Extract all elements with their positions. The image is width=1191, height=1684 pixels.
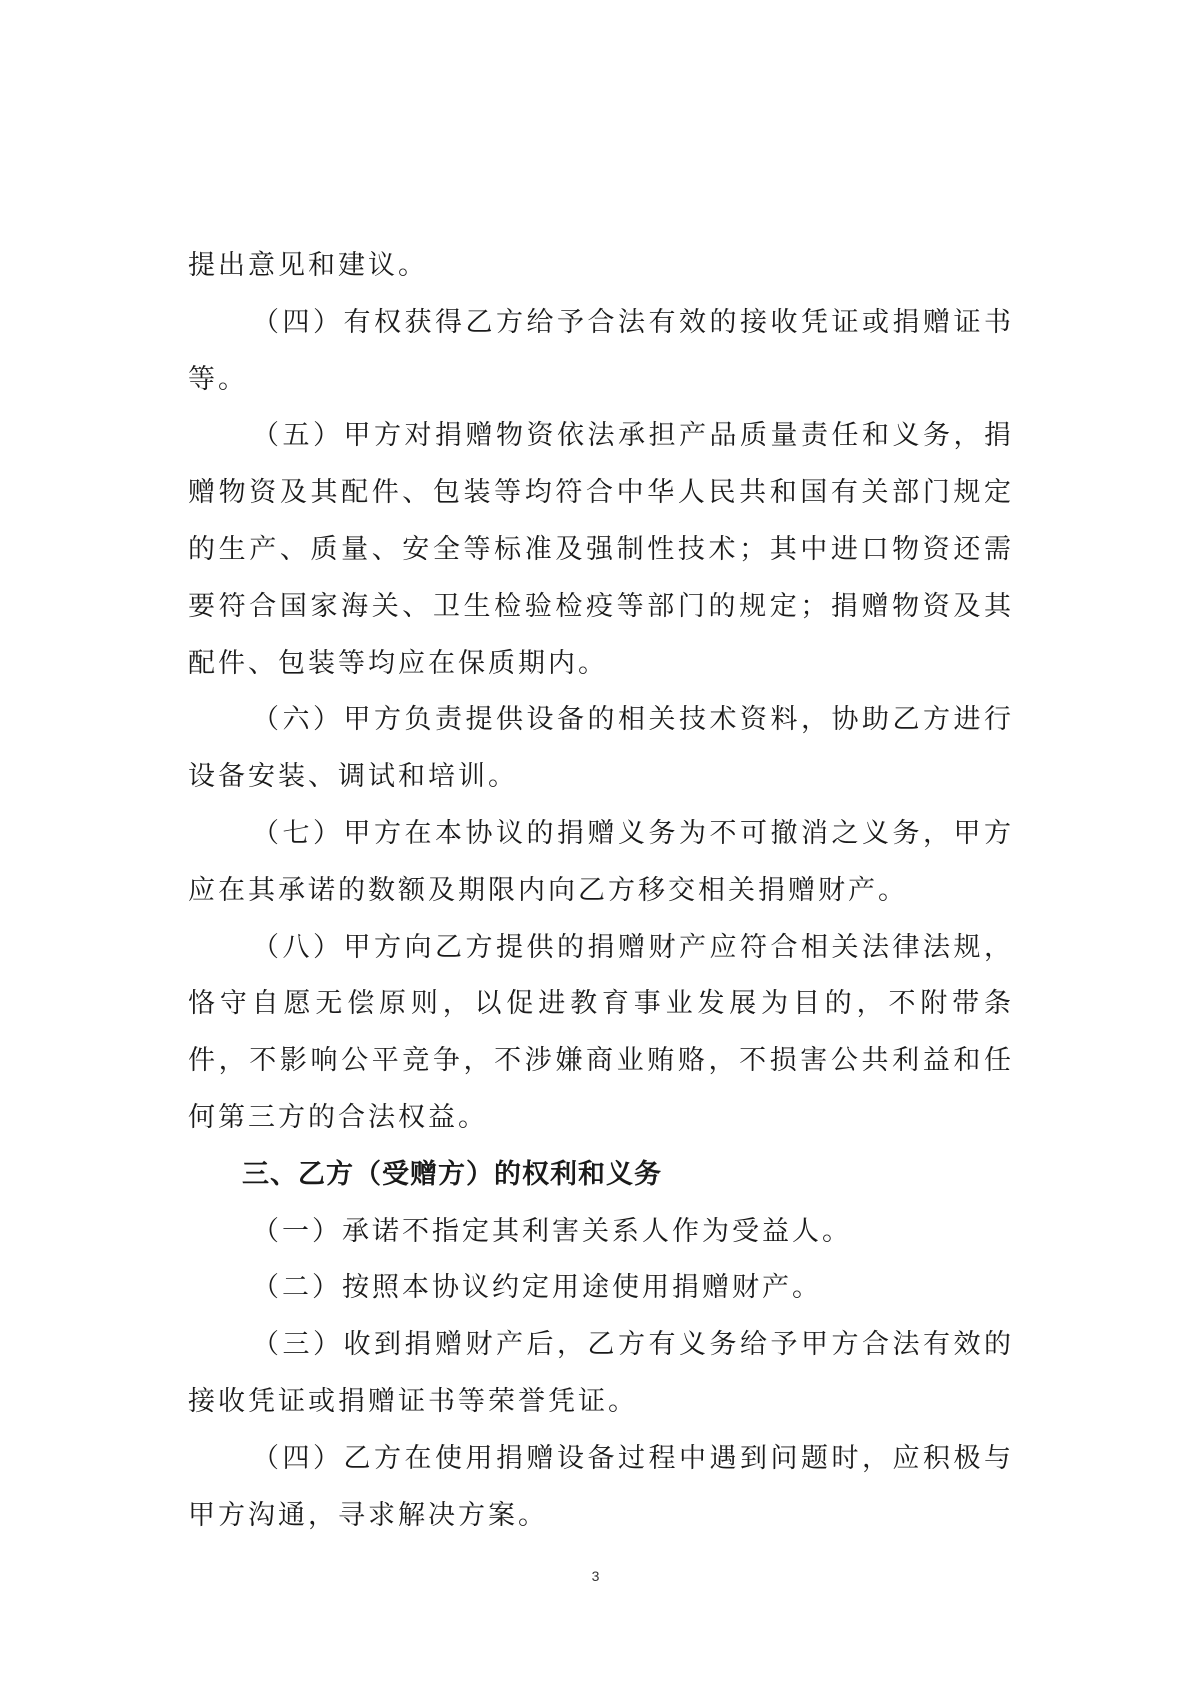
- paragraph-continuation: 提出意见和建议。: [188, 250, 428, 281]
- paragraph-right-8: （八）甲方向乙方提供的捐赠财产应符合相关法律法规，恪守自愿无偿原则，以促进教育事业发展为目的，不附带条件，不影响公平竞争，不涉嫌商业贿赂，不损害公共利益和任何第三方的合法权益。: [188, 931, 1014, 1133]
- paragraph-right-6: （六）甲方负责提供设备的相关技术资料，协助乙方进行设备安装、调试和培训。: [188, 704, 1014, 793]
- paragraph-right-4: （四）有权获得乙方给予合法有效的接收凭证或捐赠证书等。: [188, 306, 1014, 395]
- paragraph-duty-1: （一）承诺不指定其利害关系人作为受益人。: [252, 1215, 852, 1247]
- paragraph-right-7: （七）甲方在本协议的捐赠义务为不可撤消之义务，甲方应在其承诺的数额及期限内向乙方移交相关捐赠财产。: [188, 817, 1014, 906]
- document-body: [188, 238, 1014, 1544]
- paragraph-right-5: （五）甲方对捐赠物资依法承担产品质量责任和义务，捐赠物资及其配件、包装等均符合中华人民共和国有关部门规定的生产、质量、安全等标准及强制性技术；其中进口物资还需要符合国家海关、卫生检验检疫等部门的规定；捐赠物资及其配件、包装等均应在保质期内。: [188, 420, 1014, 679]
- paragraph-duty-4: （四）乙方在使用捐赠设备过程中遇到问题时，应积极与甲方沟通，寻求解决方案。: [188, 1442, 1014, 1531]
- paragraph-duty-2: （二）按照本协议约定用途使用捐赠财产。: [252, 1272, 822, 1304]
- paragraph-duty-3: （三）收到捐赠财产后，乙方有义务给予甲方合法有效的接收凭证或捐赠证书等荣誉凭证。: [188, 1329, 1014, 1417]
- page-number: 3: [591, 1568, 600, 1584]
- section-heading-3: 三、乙方（受赠方）的权利和义务: [242, 1158, 662, 1190]
